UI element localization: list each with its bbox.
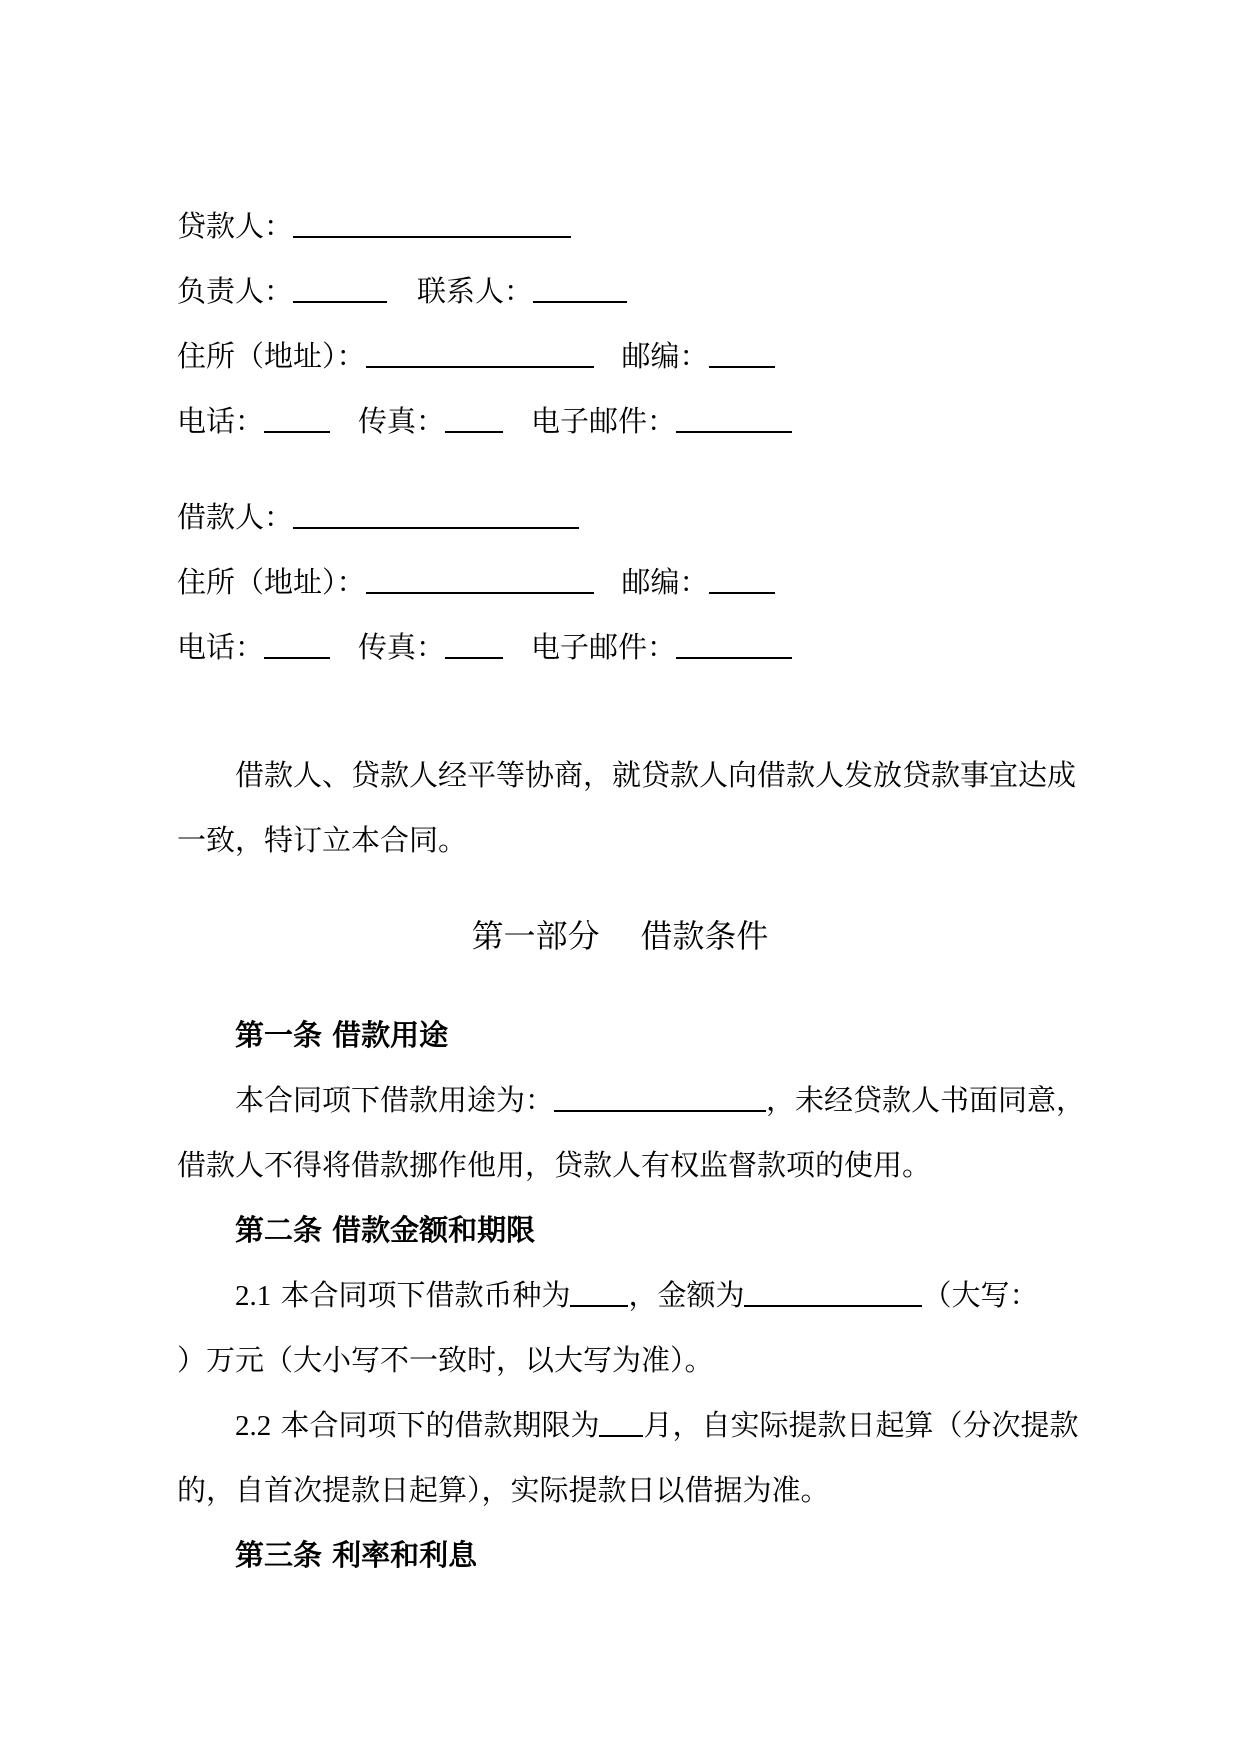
lender-email-blank[interactable]: [676, 405, 792, 433]
borrower-address-blank[interactable]: [366, 566, 594, 594]
lender-responsible-blank[interactable]: [293, 275, 387, 303]
lender-name-row: [177, 206, 571, 246]
clause-2-2-number: 2.2: [235, 1410, 272, 1442]
term-months-blank[interactable]: [599, 1409, 643, 1437]
borrower-postcode-label: 邮编：: [621, 565, 709, 599]
lender-contact-blank[interactable]: [533, 275, 627, 303]
borrower-fax-blank[interactable]: [445, 631, 503, 659]
article-3-heading: 第三条 利率和利息: [235, 1538, 478, 1572]
lender-name-label: 贷款人：: [177, 209, 294, 243]
article-2-heading: 第二条 借款金额和期限: [235, 1213, 536, 1247]
currency-blank[interactable]: [570, 1279, 628, 1307]
article-1-consent-text: ，未经贷款人书面同意，: [766, 1083, 1086, 1117]
lender-phone-row: [177, 401, 792, 441]
lender-phone-blank[interactable]: [264, 405, 330, 433]
borrower-phone-blank[interactable]: [264, 631, 330, 659]
borrower-phone-label: 电话：: [177, 630, 265, 664]
clause-2-1-capital-label: （大写：: [922, 1278, 1039, 1312]
lender-contact-label: 联系人：: [417, 274, 534, 308]
clause-2-2-line-2: 的，自首次提款日起算），实际提款日以借据为准。: [177, 1473, 830, 1507]
borrower-name-blank[interactable]: [293, 501, 579, 529]
lender-name-blank[interactable]: [293, 210, 571, 238]
clause-2-1-number: 2.1: [235, 1280, 272, 1312]
lender-fax-blank[interactable]: [445, 405, 503, 433]
borrower-phone-row: [177, 627, 792, 667]
borrower-fax-label: 传真：: [358, 630, 446, 664]
borrower-email-blank[interactable]: [676, 631, 792, 659]
article-1-line-1: [235, 1080, 1085, 1120]
clause-2-2-term-text: 月，自实际提款日起算（分次提款: [643, 1408, 1079, 1442]
clause-2-2-term-label: 本合同项下的借款期限为: [271, 1408, 600, 1442]
borrower-address-row: [177, 562, 775, 602]
clause-2-2-line-1: [235, 1405, 1078, 1445]
article-1-heading: 第一条 借款用途: [235, 1018, 449, 1052]
loan-purpose-blank[interactable]: [554, 1084, 766, 1112]
lender-postcode-blank[interactable]: [709, 340, 775, 368]
borrower-name-row: [177, 497, 579, 537]
clause-2-1-amount-label: ，金额为: [628, 1278, 745, 1312]
article-1-purpose-label: 本合同项下借款用途为：: [235, 1083, 555, 1117]
lender-phone-label: 电话：: [177, 404, 265, 438]
lender-address-label: 住所（地址）：: [177, 339, 366, 373]
borrower-name-label: 借款人：: [177, 500, 294, 534]
amount-blank[interactable]: [744, 1279, 922, 1307]
preamble-line-1: 借款人、贷款人经平等协商，就贷款人向借款人发放贷款事宜达成: [235, 758, 1077, 792]
clause-2-1-currency-label: 本合同项下借款币种为: [271, 1278, 571, 1312]
lender-fax-label: 传真：: [358, 404, 446, 438]
lender-contact-row: [177, 271, 627, 311]
part-title: 第一部分 借款条件: [471, 917, 769, 955]
lender-responsible-label: 负责人：: [177, 274, 294, 308]
borrower-email-label: 电子邮件：: [531, 630, 677, 664]
borrower-address-label: 住所（地址）：: [177, 565, 366, 599]
lender-email-label: 电子邮件：: [531, 404, 677, 438]
clause-2-1-line-2: ）万元（大小写不一致时，以大写为准）。: [177, 1343, 714, 1377]
lender-address-row: [177, 336, 775, 376]
clause-2-1-line-1: [235, 1275, 1039, 1315]
article-1-line-2: 借款人不得将借款挪作他用，贷款人有权监督款项的使用。: [177, 1148, 932, 1182]
borrower-postcode-blank[interactable]: [709, 566, 775, 594]
preamble-line-2: 一致，特订立本合同。: [177, 823, 468, 857]
lender-address-blank[interactable]: [366, 340, 594, 368]
lender-postcode-label: 邮编：: [621, 339, 709, 373]
